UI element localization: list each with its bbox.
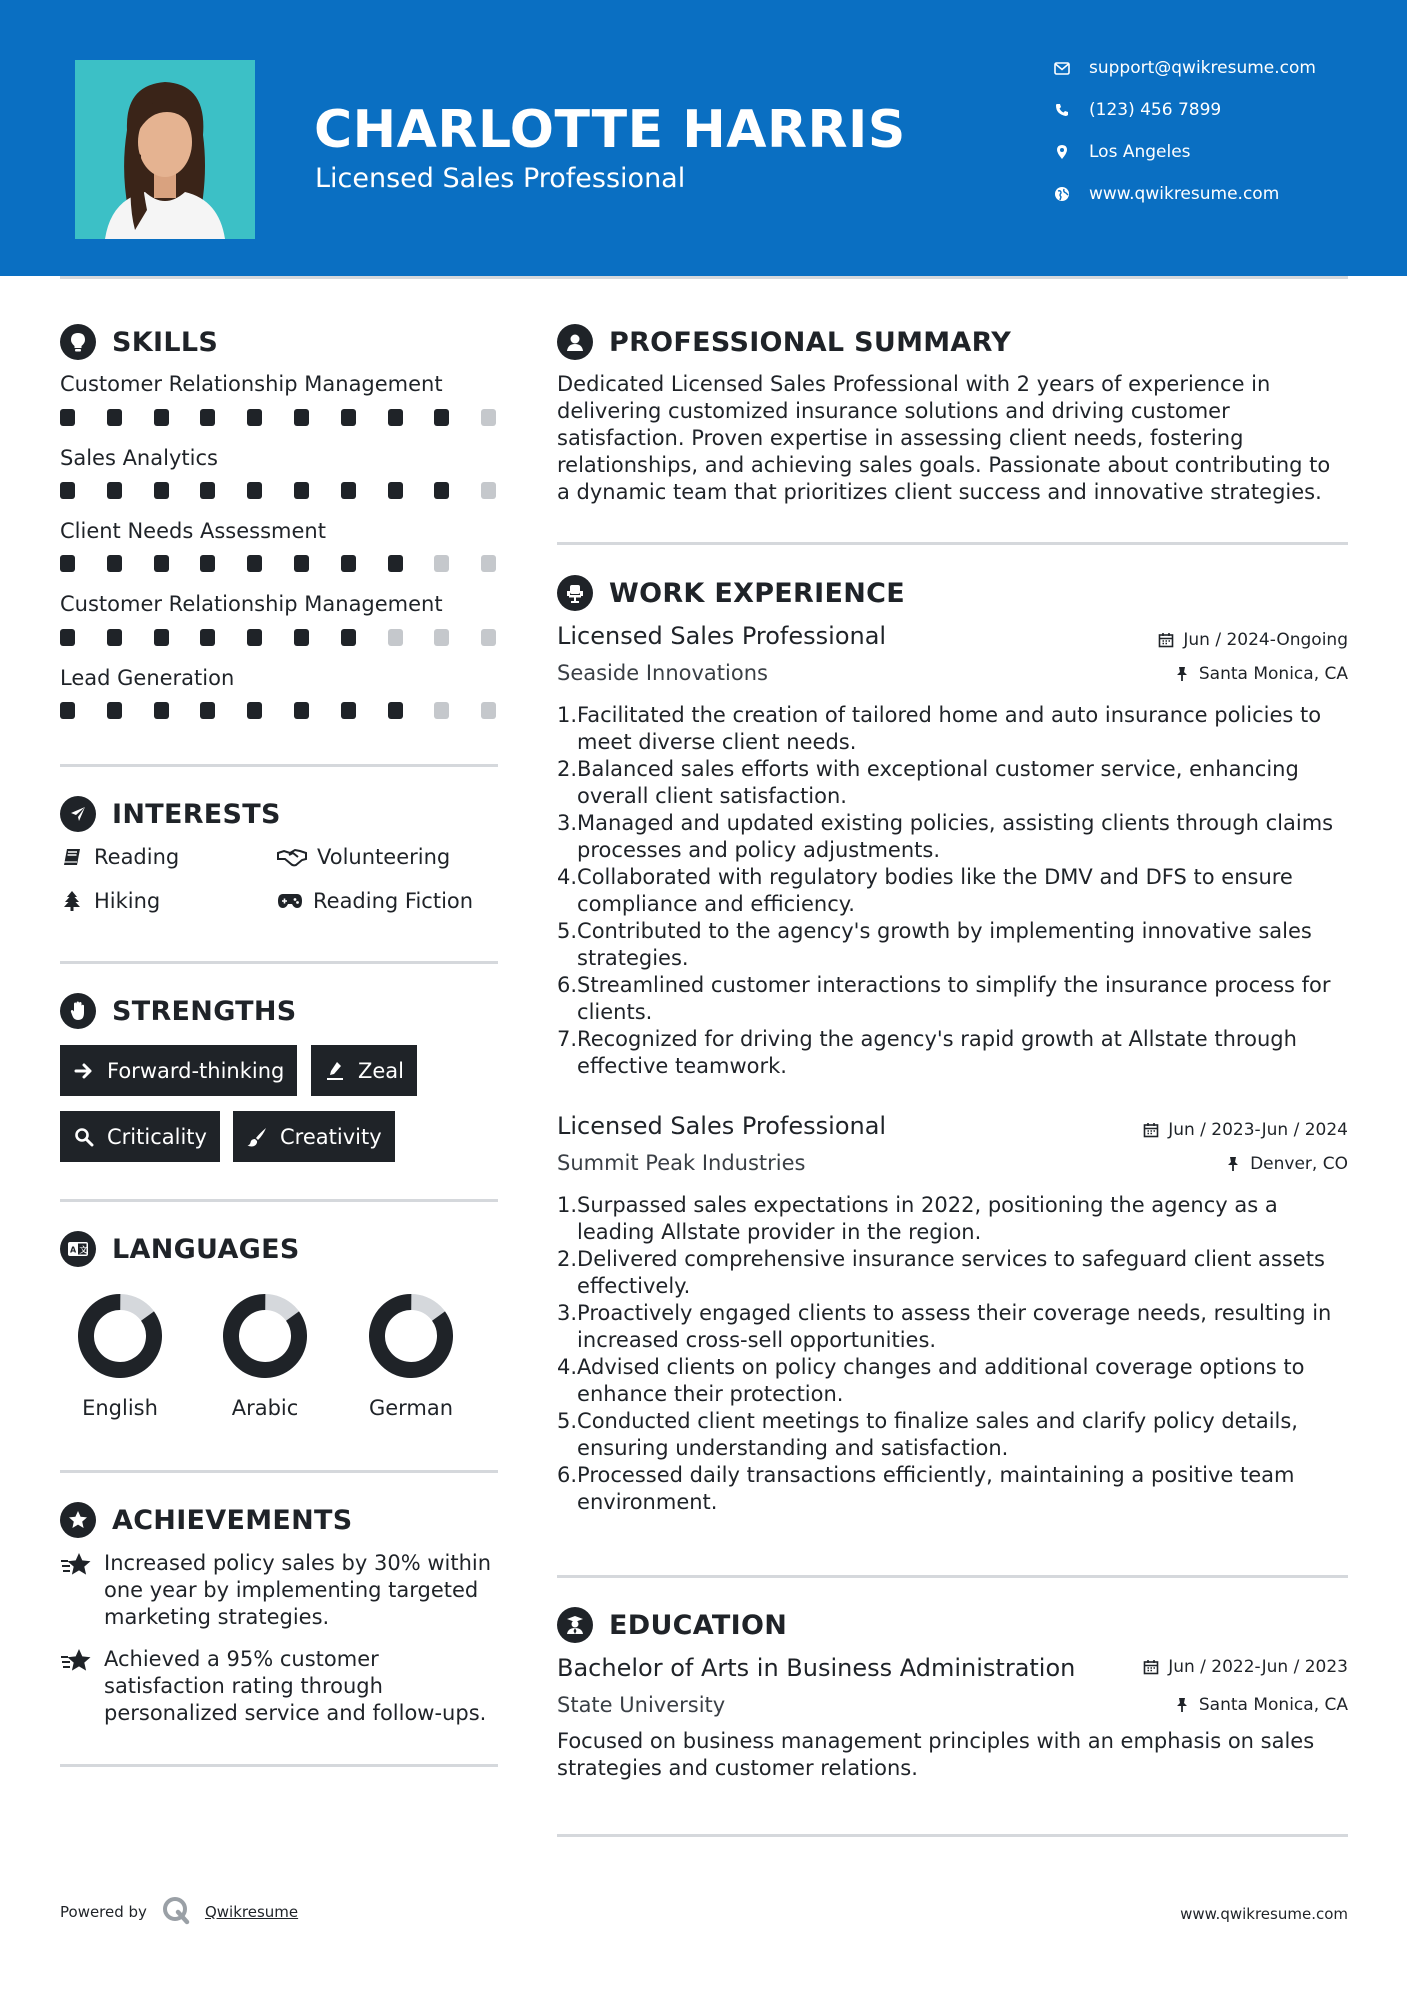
contact-phone[interactable] bbox=[1053, 100, 1221, 120]
strength-tag bbox=[60, 1045, 297, 1096]
rating-dot-filled bbox=[341, 409, 356, 426]
interest-label: Volunteering bbox=[317, 845, 451, 869]
job-title: Licensed Sales Professional bbox=[557, 622, 887, 650]
map-pin-icon bbox=[1053, 143, 1071, 161]
job-bullets bbox=[557, 1192, 1347, 1516]
rating-dot-filled bbox=[107, 629, 122, 646]
achievement-item bbox=[60, 1646, 500, 1727]
rating-dot-empty bbox=[434, 629, 449, 646]
achievements-heading bbox=[60, 1502, 353, 1538]
header-divider bbox=[60, 276, 1348, 279]
gamepad-icon bbox=[277, 889, 303, 913]
job-bullet: 5. Conducted client meetings to finalize sales and clarify policy details, ensuring understanding and satisfaction. bbox=[557, 1409, 1298, 1460]
strength-label: Forward-thinking bbox=[107, 1058, 285, 1083]
rating-dot-filled bbox=[60, 555, 75, 572]
handshake-icon bbox=[277, 845, 307, 869]
rating-dot-filled bbox=[294, 555, 309, 572]
skill-name: Sales Analytics bbox=[60, 446, 218, 470]
skill-name: Client Needs Assessment bbox=[60, 519, 326, 543]
rating-dot-empty bbox=[434, 702, 449, 719]
achievement-item bbox=[60, 1550, 500, 1631]
strength-tag bbox=[233, 1111, 395, 1162]
footer-powered-by bbox=[60, 1895, 298, 1929]
language-item bbox=[361, 1294, 461, 1420]
svg-text:文: 文 bbox=[79, 1245, 88, 1255]
education-school: State University bbox=[557, 1693, 726, 1717]
interest-label: Hiking bbox=[94, 889, 161, 913]
arrow-right-icon bbox=[73, 1060, 95, 1082]
brand-link[interactable]: Qwikresume bbox=[204, 1903, 299, 1921]
contact-website[interactable] bbox=[1053, 184, 1279, 204]
contact-location-text: Los Angeles bbox=[1089, 142, 1191, 162]
interests-heading bbox=[60, 796, 281, 832]
skill-rating bbox=[60, 482, 500, 500]
rating-dot-empty bbox=[388, 629, 403, 646]
job-bullet: 5. Contributed to the agency's growth by implementing innovative sales strategies. bbox=[557, 919, 1312, 970]
language-item bbox=[215, 1294, 315, 1420]
job-date-text: Jun / 2023-Jun / 2024 bbox=[1168, 1120, 1348, 1140]
section-divider bbox=[557, 1575, 1348, 1578]
rating-dot-filled bbox=[434, 409, 449, 426]
skills-heading bbox=[60, 324, 218, 360]
job-bullet: 1. Surpassed sales expectations in 2022, positioning the agency as a leading Allstate provider in the region. bbox=[557, 1193, 1278, 1244]
rating-dot-filled bbox=[200, 409, 215, 426]
rating-dot-filled bbox=[294, 702, 309, 719]
strength-tag bbox=[311, 1045, 417, 1096]
skill-rating bbox=[60, 409, 500, 427]
rating-dot-empty bbox=[481, 409, 496, 426]
contact-phone-text[interactable]: (123) 456 7899 bbox=[1089, 100, 1222, 120]
strengths-heading bbox=[60, 993, 297, 1029]
rating-dot-filled bbox=[294, 482, 309, 499]
contact-website-text[interactable]: www.qwikresume.com bbox=[1089, 184, 1280, 204]
rating-dot-filled bbox=[388, 702, 403, 719]
education-location-text: Santa Monica, CA bbox=[1198, 1695, 1348, 1715]
skill-rating bbox=[60, 555, 500, 573]
language-item bbox=[70, 1294, 170, 1420]
paint-brush-icon bbox=[246, 1126, 268, 1148]
job-location bbox=[1173, 664, 1348, 684]
summary-title: PROFESSIONAL SUMMARY bbox=[609, 326, 1012, 358]
strength-label: Zeal bbox=[358, 1058, 405, 1083]
language-name: English bbox=[82, 1396, 158, 1420]
education-description: Focused on business management principles with an emphasis on sales strategies and customer relations. bbox=[557, 1729, 1315, 1780]
rating-dot-filled bbox=[388, 555, 403, 572]
contact-email[interactable] bbox=[1053, 58, 1316, 78]
section-divider bbox=[557, 542, 1348, 545]
job-date bbox=[1142, 1120, 1348, 1140]
job-location-text: Santa Monica, CA bbox=[1198, 664, 1348, 684]
rating-dot-filled bbox=[60, 702, 75, 719]
language-ring bbox=[78, 1294, 162, 1378]
rating-dot-filled bbox=[341, 482, 356, 499]
rating-dot-filled bbox=[341, 629, 356, 646]
job-bullet: 7. Recognized for driving the agency's rapid growth at Allstate through effective teamwork. bbox=[557, 1027, 1297, 1078]
rating-dot-empty bbox=[434, 555, 449, 572]
pushpin-icon bbox=[1173, 1696, 1191, 1714]
education-heading bbox=[557, 1607, 787, 1643]
contact-location bbox=[1053, 142, 1191, 162]
languages-heading bbox=[60, 1231, 300, 1267]
job-bullets bbox=[557, 702, 1347, 1080]
interest-item bbox=[277, 889, 473, 913]
rating-dot-filled bbox=[200, 482, 215, 499]
job-location bbox=[1224, 1154, 1348, 1174]
globe-icon bbox=[1053, 185, 1071, 203]
tree-icon bbox=[60, 889, 84, 913]
job-date bbox=[1157, 630, 1348, 650]
briefcase-chair-icon bbox=[557, 575, 593, 611]
rating-dot-filled bbox=[247, 555, 262, 572]
education-location bbox=[1173, 1695, 1348, 1715]
calendar-icon bbox=[1142, 1658, 1160, 1676]
envelope-icon bbox=[1053, 59, 1071, 77]
rating-dot-filled bbox=[294, 409, 309, 426]
rating-dot-filled bbox=[154, 629, 169, 646]
experience-title: WORK EXPERIENCE bbox=[609, 577, 905, 609]
education-date-text: Jun / 2022-Jun / 2023 bbox=[1168, 1657, 1348, 1677]
rating-dot-filled bbox=[107, 409, 122, 426]
star-badge-icon bbox=[60, 1502, 96, 1538]
achievements-title: ACHIEVEMENTS bbox=[112, 1504, 353, 1536]
search-icon bbox=[73, 1126, 95, 1148]
rating-dot-filled bbox=[247, 409, 262, 426]
language-icon bbox=[60, 1231, 96, 1267]
interest-item bbox=[60, 889, 160, 913]
candidate-role: Licensed Sales Professional bbox=[315, 163, 686, 194]
profile-photo bbox=[75, 60, 255, 239]
contact-email-text[interactable]: support@qwikresume.com bbox=[1089, 58, 1316, 78]
interest-label: Reading Fiction bbox=[313, 889, 474, 913]
skill-name: Customer Relationship Management bbox=[60, 372, 443, 396]
graduate-icon bbox=[557, 1607, 593, 1643]
achievement-text: Achieved a 95% customer satisfaction rating through personalized service and follow-ups. bbox=[104, 1647, 487, 1725]
strength-label: Creativity bbox=[280, 1124, 382, 1149]
section-divider bbox=[60, 1764, 498, 1767]
interest-label: Reading bbox=[94, 845, 180, 869]
hand-icon bbox=[60, 993, 96, 1029]
language-ring bbox=[223, 1294, 307, 1378]
section-divider bbox=[60, 961, 498, 964]
education-title: EDUCATION bbox=[609, 1609, 788, 1641]
rating-dot-filled bbox=[341, 702, 356, 719]
candidate-name: CHARLOTTE HARRIS bbox=[314, 100, 906, 160]
rating-dot-filled bbox=[247, 482, 262, 499]
header-banner bbox=[0, 0, 1407, 276]
rating-dot-filled bbox=[388, 482, 403, 499]
rating-dot-filled bbox=[341, 555, 356, 572]
rating-dot-filled bbox=[200, 702, 215, 719]
job-company: Summit Peak Industries bbox=[557, 1151, 806, 1175]
star-icon bbox=[60, 1551, 94, 1581]
job-bullet: 1. Facilitated the creation of tailored home and auto insurance policies to meet diverse client needs. bbox=[557, 703, 1322, 754]
user-icon bbox=[557, 324, 593, 360]
achievement-text: Increased policy sales by 30% within one year by implementing targeted marketing strategies. bbox=[104, 1551, 492, 1629]
summary-heading bbox=[557, 324, 1011, 360]
rating-dot-filled bbox=[388, 409, 403, 426]
rating-dot-filled bbox=[154, 409, 169, 426]
rating-dot-filled bbox=[154, 702, 169, 719]
section-divider bbox=[557, 1834, 1348, 1837]
rating-dot-filled bbox=[60, 629, 75, 646]
rating-dot-filled bbox=[107, 702, 122, 719]
job-title: Licensed Sales Professional bbox=[557, 1112, 887, 1140]
job-bullet: 4. Collaborated with regulatory bodies like the DMV and DFS to ensure compliance and efficiency. bbox=[557, 865, 1293, 916]
languages-title: LANGUAGES bbox=[112, 1233, 300, 1265]
job-location-text: Denver, CO bbox=[1250, 1154, 1348, 1174]
rating-dot-filled bbox=[154, 555, 169, 572]
rating-dot-empty bbox=[481, 555, 496, 572]
pushpin-icon bbox=[1173, 665, 1191, 683]
rating-dot-filled bbox=[200, 555, 215, 572]
skill-name: Customer Relationship Management bbox=[60, 592, 443, 616]
job-bullet: 4. Advised clients on policy changes and additional coverage options to enhance their protection. bbox=[557, 1355, 1305, 1406]
job-bullet: 6. Streamlined customer interactions to simplify the insurance process for clients. bbox=[557, 973, 1331, 1024]
lightbulb-icon bbox=[60, 324, 96, 360]
rating-dot-filled bbox=[60, 482, 75, 499]
calendar-icon bbox=[1142, 1121, 1160, 1139]
rating-dot-empty bbox=[481, 482, 496, 499]
section-divider bbox=[60, 1199, 498, 1202]
job-bullet: 3. Managed and updated existing policies, assisting clients through claims processes and policy adjustments. bbox=[557, 811, 1334, 862]
calendar-icon bbox=[1157, 631, 1175, 649]
skills-title: SKILLS bbox=[112, 326, 219, 358]
qwikresume-logo-icon[interactable] bbox=[161, 1895, 191, 1929]
phone-icon bbox=[1053, 101, 1071, 119]
pushpin-icon bbox=[1224, 1155, 1242, 1173]
education-date bbox=[1142, 1657, 1348, 1677]
job-bullet: 2. Balanced sales efforts with exceptional customer service, enhancing overall client satisfaction. bbox=[557, 757, 1299, 808]
rating-dot-filled bbox=[247, 629, 262, 646]
star-icon bbox=[60, 1647, 94, 1677]
strength-tag bbox=[60, 1111, 220, 1162]
interests-title: INTERESTS bbox=[112, 798, 281, 830]
skill-rating bbox=[60, 702, 500, 720]
rating-dot-filled bbox=[154, 482, 169, 499]
rating-dot-filled bbox=[107, 555, 122, 572]
book-icon bbox=[60, 845, 84, 869]
rating-dot-filled bbox=[60, 409, 75, 426]
section-divider bbox=[60, 1470, 498, 1473]
interest-item bbox=[277, 845, 450, 869]
language-name: German bbox=[368, 1396, 454, 1420]
rating-dot-filled bbox=[200, 629, 215, 646]
rating-dot-filled bbox=[107, 482, 122, 499]
skill-rating bbox=[60, 629, 500, 647]
rating-dot-filled bbox=[247, 702, 262, 719]
rating-dot-filled bbox=[294, 629, 309, 646]
rating-dot-empty bbox=[481, 629, 496, 646]
rating-dot-filled bbox=[434, 482, 449, 499]
svg-text:A: A bbox=[70, 1245, 77, 1255]
job-company: Seaside Innovations bbox=[557, 661, 768, 685]
experience-heading bbox=[557, 575, 905, 611]
summary-text: Dedicated Licensed Sales Professional with 2 years of experience in delivering customized insurance solutions and driving customer satisfaction. Proven expertise in assessing client needs, fostering relationships, and achieving sales goals. Passionate about contributing to a dynamic team that prioritizes client success and innovative strategies. bbox=[557, 372, 1331, 504]
language-ring bbox=[369, 1294, 453, 1378]
footer-website[interactable]: www.qwikresume.com bbox=[1180, 1905, 1348, 1923]
job-bullet: 3. Proactively engaged clients to assess their coverage needs, resulting in increased cross-sell opportunities. bbox=[557, 1301, 1332, 1352]
language-name: Arabic bbox=[231, 1396, 299, 1420]
paper-plane-icon bbox=[60, 796, 96, 832]
skill-name: Lead Generation bbox=[60, 666, 235, 690]
pen-icon bbox=[324, 1060, 346, 1082]
education-degree: Bachelor of Arts in Business Administration bbox=[557, 1654, 1076, 1682]
job-bullet: 2. Delivered comprehensive insurance services to safeguard client assets effectively. bbox=[557, 1247, 1325, 1298]
powered-by-text: Powered by bbox=[60, 1903, 147, 1921]
section-divider bbox=[60, 764, 498, 767]
strength-label: Criticality bbox=[107, 1124, 207, 1149]
job-bullet: 6. Processed daily transactions efficiently, maintaining a positive team environment. bbox=[557, 1463, 1295, 1514]
rating-dot-empty bbox=[481, 702, 496, 719]
interest-item bbox=[60, 845, 179, 869]
strengths-title: STRENGTHS bbox=[112, 995, 297, 1027]
job-date-text: Jun / 2024-Ongoing bbox=[1183, 630, 1348, 650]
